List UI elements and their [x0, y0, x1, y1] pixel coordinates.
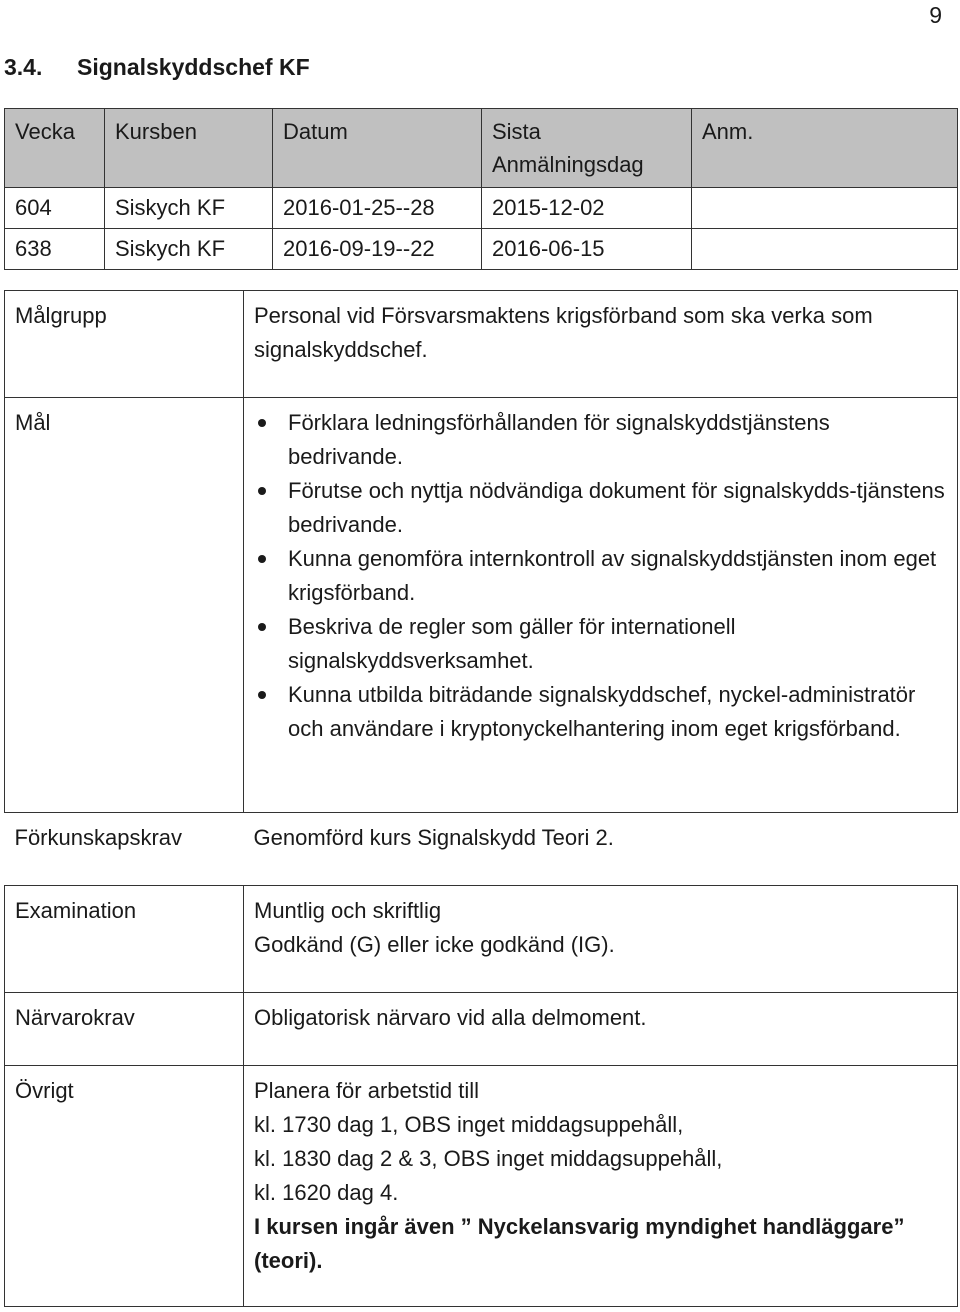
header-sista-line2: Anmälningsdag — [492, 152, 644, 177]
ovrigt-bold-note: I kursen ingår även ” Nyckelansvarig myndighet handläggare” (teori). — [254, 1214, 905, 1273]
label-malgrupp: Målgrupp — [5, 291, 244, 398]
header-kursben: Kursben — [105, 109, 273, 188]
value-malgrupp: Personal vid Försvarsmaktens krigsförband som ska verka som signalskyddschef. — [244, 291, 958, 398]
goals-list — [254, 406, 947, 746]
header-vecka: Vecka — [5, 109, 105, 188]
row-forkunskapskrav — [5, 813, 958, 886]
row-malgrupp — [5, 291, 958, 398]
list-item: Kunna genomföra internkontroll av signalskyddstjänsten inom eget krigsförband. — [254, 542, 947, 610]
ovrigt-line: kl. 1730 dag 1, OBS inget middagsuppehåll, — [254, 1112, 684, 1137]
value-narvarokrav: Obligatorisk närvaro vid alla delmoment. — [244, 993, 958, 1066]
ovrigt-line: Planera för arbetstid till — [254, 1078, 479, 1103]
label-narvarokrav: Närvarokrav — [5, 993, 244, 1066]
examination-line-1: Muntlig och skriftlig — [254, 898, 442, 923]
cell-anm — [692, 188, 958, 229]
value-ovrigt — [244, 1066, 958, 1307]
header-datum: Datum — [273, 109, 482, 188]
value-forkunskapskrav: Genomförd kurs Signalskydd Teori 2. — [244, 813, 958, 886]
value-mal — [244, 398, 958, 813]
page-number: 9 — [929, 2, 942, 28]
header-sista-line1: Sista — [492, 119, 541, 144]
section-number: 3.4. — [4, 54, 43, 80]
ovrigt-line: kl. 1830 dag 2 & 3, OBS inget middagsuppehåll, — [254, 1146, 723, 1171]
schedule-header-row — [5, 109, 958, 188]
cell-vecka: 604 — [5, 188, 105, 229]
header-sista-anmalningsdag — [482, 109, 692, 188]
cell-sista: 2015-12-02 — [482, 188, 692, 229]
table-row — [5, 188, 958, 229]
cell-kursben: Siskych KF — [105, 188, 273, 229]
section-title: Signalskyddschef KF — [77, 54, 310, 80]
course-info-table — [4, 290, 958, 1307]
cell-datum: 2016-09-19--22 — [273, 229, 482, 270]
cell-sista: 2016-06-15 — [482, 229, 692, 270]
row-ovrigt — [5, 1066, 958, 1307]
cell-kursben: Siskych KF — [105, 229, 273, 270]
row-narvarokrav — [5, 993, 958, 1066]
label-examination: Examination — [5, 886, 244, 993]
schedule-table — [4, 108, 958, 270]
value-examination — [244, 886, 958, 993]
label-forkunskapskrav: Förkunskapskrav — [5, 813, 244, 886]
label-ovrigt: Övrigt — [5, 1066, 244, 1307]
examination-line-2: Godkänd (G) eller icke godkänd (IG). — [254, 932, 615, 957]
list-item: Förklara ledningsförhållanden för signalskyddstjänstens bedrivande. — [254, 406, 947, 474]
cell-vecka: 638 — [5, 229, 105, 270]
list-item: Förutse och nyttja nödvändiga dokument för signalskydds-tjänstens bedrivande. — [254, 474, 947, 542]
row-examination — [5, 886, 958, 993]
list-item: Kunna utbilda biträdande signalskyddschef, nyckel-administratör och användare i kryptonyckelhantering inom eget krigsförband. — [254, 678, 947, 746]
section-heading — [4, 54, 310, 81]
list-item: Beskriva de regler som gäller för internationell signalskyddsverksamhet. — [254, 610, 947, 678]
ovrigt-line: kl. 1620 dag 4. — [254, 1180, 399, 1205]
header-anm: Anm. — [692, 109, 958, 188]
row-mal — [5, 398, 958, 813]
cell-datum: 2016-01-25--28 — [273, 188, 482, 229]
label-mal: Mål — [5, 398, 244, 813]
table-row — [5, 229, 958, 270]
cell-anm — [692, 229, 958, 270]
